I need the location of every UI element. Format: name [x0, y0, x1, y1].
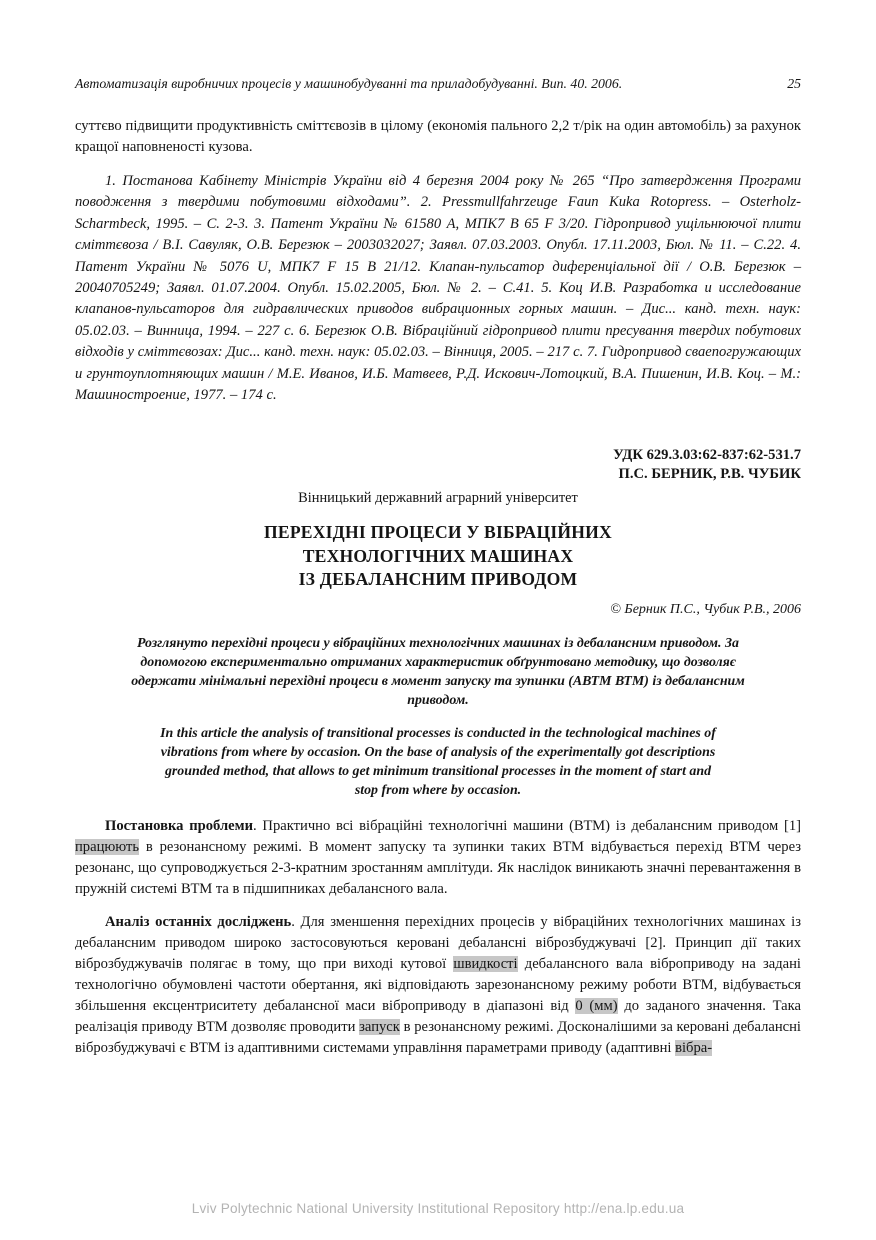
- article-title: [75, 521, 801, 592]
- affiliation-line: Вінницький державний аграрний університет: [298, 490, 578, 507]
- authors-line: П.С. БЕРНИК, Р.В. ЧУБИК: [618, 466, 801, 483]
- intro-paragraph: суттєво підвищити продуктивність сміттєвозів в цілому (економія пального 2,2 т/рік на один автомобіль) за рахунок кращої наповненості кузова.: [75, 118, 801, 155]
- section-problem-lead: Постановка проблеми: [105, 817, 254, 834]
- highlighted-word: запуск: [359, 1018, 400, 1035]
- article-title-line-2: ТЕХНОЛОГІЧНИХ МАШИНАХ: [302, 545, 574, 566]
- running-header-text: Автоматизація виробничих процесів у машинобудуванні та приладобудуванні. Вип. 40. 2006.: [75, 76, 623, 91]
- section-problem-statement: [75, 816, 801, 900]
- copyright-line: © Берник П.С., Чубик Р.В., 2006: [610, 601, 801, 617]
- abstract-english: In this article the analysis of transitional processes is conducted in the technological machines of vibrations from where by occasion. On the base of analysis of the experimentally got descriptions grounded method, that allows to get minimum transitional processes in the moment of start and stop from where by occasion.: [160, 725, 716, 798]
- abstract-ukrainian: Розглянуто перехідні процеси у вібраційних технологічних машинах із дебалансним приводом. За допомогою експериментально отриманих характеристик обґрунтовано методику, що дозволяє одержати мінімальні перехідні процеси в момент запуску та зупинки (АВТМ ВТМ) із дебалансним приводом.: [131, 635, 745, 708]
- section-analysis-text-d: в резонансному режимі. Досконалішими за керовані дебалансні віброзбуджувачі є ВТМ із адаптивними системами управління параметрами приводу (адаптивні: [75, 1018, 801, 1056]
- highlighted-word: працюють: [75, 838, 140, 855]
- section-problem-text-b: в резонансному режимі. В момент запуску та зупинки таких ВТМ відбувається перехід ВТМ через резонанс, що супроводжується 2-3-кратним зростанням амплітуди. Як наслідок виникають значні перевантаження в пружній системі ВТМ та в підшипниках дебалансного вала.: [75, 838, 801, 897]
- section-analysis-lead: Аналіз останніх досліджень: [105, 913, 292, 930]
- references-paragraph: 1. Постанова Кабінету Міністрів України від 4 березня 2004 року № 265 “Про затвердження Програми поводження з твердими побутовими відходами”. 2. Pressmullfahrzeuge Faun Kuka Rotopress. – Osterholz-Scharmbeck, 1995. – С. 2-3. 3. Патент України № 61580 А, МПК7 В 65 F 3/20. Гідропривод ущільнюючої плити сміттєвоза / В.І. Савуляк, О.В. Березюк – 2003032027; Заявл. 07.03.2003. Опубл. 17.11.2003, Бюл. № 11. – С.22. 4. Патент України № 5076 U, МПК7 F 15 В 21/12. Клапан-пульсатор диференціальної дії / О.В. Березюк – 20040705249; Заявл. 01.07.2004. Опубл. 15.02.2005, Бюл. № 2. – С.41. 5. Коц И.В. Разработка и исследование клапанов-пульсаторов для гидравлических приводов вибрационных горных машин. – Дис... канд. техн. наук: 05.02.03. – Винница, 1994. – 227 с. 6. Березюк О.В. Вібраційний гідропривод плити пресування твердих побутових відходів у сміттєвозах: Дис... канд. техн. наук: 05.02.03. – Вінниця, 2005. – 217 с. 7. Гидропривод сваепогружающих и грунтоуплотняющих машин / М.Е. Иванов, И.Б. Матвеев, Р.Д. Искович-Лотоцкий, В.А. Пишенин, И.В. Коц. – М.: Машиностроение, 1977. – 174 с.: [75, 173, 801, 404]
- section-analysis-text-b: дебалансного вала віброприводу на задані технологічно обумовлені частоти обертання, які відповідають зарезонансному режиму роботи ВТМ, відбувається збільшення ексцентриситету дебалансної маси віброприводу в діапазоні від: [75, 955, 801, 1014]
- repository-footer: Lviv Polytechnic National University Institutional Repository http://ena.lp.edu.ua: [191, 1201, 685, 1216]
- section-analysis: [75, 912, 801, 1059]
- article-title-line-1: ПЕРЕХІДНІ ПРОЦЕСИ У ВІБРАЦІЙНИХ: [264, 522, 612, 543]
- page-number: 25: [787, 76, 801, 91]
- article-title-line-3: ІЗ ДЕБАЛАНСНИМ ПРИВОДОМ: [298, 569, 578, 590]
- highlighted-word: 0 (мм): [575, 997, 618, 1014]
- section-analysis-text-c: до заданого значення. Така реалізація приводу ВТМ дозволяє проводити: [75, 997, 801, 1035]
- highlighted-word: швидкості: [453, 955, 518, 972]
- udc-line: УДК 629.3.03:62-837:62-531.7: [613, 447, 801, 464]
- section-problem-text-a: . Практично всі вібраційні технологічні машини (ВТМ) із дебалансним приводом [1]: [253, 817, 801, 834]
- highlighted-word: вібра-: [675, 1039, 713, 1056]
- running-header: [75, 76, 801, 92]
- section-analysis-text-a: . Для зменшення перехідних процесів у вібраційних технологічних машинах із дебалансним приводом широко застосовуються керовані дебалансні віброзбуджувачі [2]. Принцип дії таких віброзбуджувачів полягає в тому, що при виході кутової: [75, 913, 801, 972]
